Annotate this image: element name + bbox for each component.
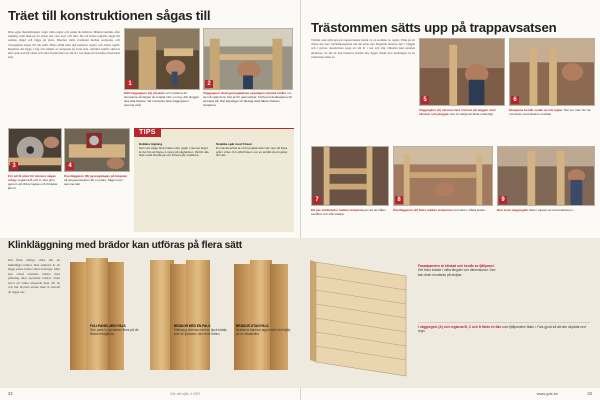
step-caption-2 [203,91,293,117]
page-number-right: 33 [587,391,592,396]
page-number-left: 32 [8,391,13,396]
step-number: 6 [511,96,519,104]
step-number: 5 [421,96,429,104]
callout-panel [418,264,498,320]
step-caption-text: Överläggaren (B) genregalagas på tärgelen så att gavelstolpen får en plats. Sågen kör i samma takt. [64,174,128,187]
step-caption-text: Överläggaren (C) fästs mellan stolparna med skruv i båda ändar. [393,208,486,212]
callout-fals [418,322,590,346]
board-label-title: BRÄDOR UTAN PALS [236,324,269,328]
step-caption-text: För att få plats för järnens sågas urtag i reglarna B och C. Det görs genom att ribbor kapas och fördelas jämnt. [8,174,58,191]
step-number: 7 [313,196,321,204]
board-label-title: BRÄDOR MED EN PALS [174,324,211,328]
step-photo-8 [393,146,493,206]
board-label-2 [174,324,228,374]
step-caption-text: Håll vägguppen (A) på plats och markera för skruvarna så läppet du önskar rätt i en fog, där plugget ska sitta fastare. Så monteras hela vägguppen i samma nivå. [124,91,199,108]
step-caption-text: Den sista väggregeln fästs i toppen av konstruktionen. [497,208,574,212]
step-number: 9 [499,196,507,204]
band-text: Det finns många olika sätt att klinklägga brädor. Den enklaste är att lägga plana brädor med överlapp. Man kan också använda brädor med pålsning eller spontade brädor. Valet beror på vilket utseende man vill ha och hur mycket arbete man är beredd att lägga ner. [8,258,60,294]
tips-text: En handöverfräs är ett bra hjälpmedel när man vill fräsa spår i virket. Kör alltid fräsen mot en anhåll så att spåret blir rakt. [216,145,288,158]
step-caption-text: Vägguppen skall genregalatsas uppvägen samma nivåer om de två sparrarna. Det är för garnstolpar. Förbered ändkaparna för att kapa på. När kapvägen är färdiga skall läkten fästas i stolparna. [203,91,293,108]
board-label-desc: Brädorna hamnar lagom tätt med hjälp av en distanslist. [236,328,291,337]
board-label-3 [236,324,294,374]
step-caption-8 [393,208,493,234]
step-photo-3 [8,128,62,172]
step-caption-7 [311,208,389,234]
website-url: www.gds.se [536,391,558,396]
tips-tag: TIPS [134,128,161,137]
band-title: Klinkläggning med brädor kan utföras på flera sätt [8,240,242,251]
step-caption-text: Ett par stödbrädor mellan stolparna gör att de håller avstånd och står stadigt. [311,208,386,217]
step-photo-4 [64,128,130,172]
left-headline: Träet till konstruktionen sågas till [8,8,211,23]
tips-column-2 [216,143,290,231]
tips-column-1 [139,143,211,231]
board-label-desc: Den panel vi använder finns på de flesta brädgårdar. [90,328,139,337]
step-number: 2 [205,80,213,88]
tips-heading: Snabba spår med friisen [216,143,252,146]
step-caption-3 [8,174,62,202]
tips-heading: Enklare tågning [139,143,163,146]
step-caption-4 [64,174,130,202]
right-headline: Trästommen sätts upp på trappavsatsen [311,20,557,35]
callout-text: Fasadpanelen är klinkad och består av fjällpanel. Det finns brädor i olika längder och dimensioner. Den kan även monteras på stolpar. [418,264,496,277]
step-photo-5 [419,38,505,106]
right-intro-text: Trätriet som sätts upp på trappavsatsen består av en stomme av reglar. Tänk på att virket ska vara tryckimpregnerat om det sitter ute. Reglarna skruvas fast i väggen och i golvet. Kontrollera noga att allt är i lod och våg. Därefter kan panelen monteras. Se till att den nedersta brädan inte ligger direkt mot underlaget så att vatten kan rinna av. [311,38,415,59]
step-number: 3 [10,162,18,170]
step-caption-text: Väggreglen (A) skruvas fast i hörnet på väggen med skruvar och pluggar. Det är viktigt att fästa ordentligt. [419,108,496,117]
step-photo-9 [497,146,595,206]
step-number: 1 [126,80,134,88]
step-caption-6 [509,108,595,138]
tips-text: När man sågar flera brädor eller reglar i samma längd är det bra att fästa en stopp på sågbänken. Då blir alla bitar exakt lika långa och arbetet går snabbare. [139,145,209,158]
callout-text: I väggregeln (A) och reglarna B, C och D fästs en fals som fjällpanelen fästs i. Fals gjord så att den skyddar mot regn. [418,325,587,334]
step-caption-1 [124,91,200,115]
board-label-1 [90,324,142,374]
left-intro-text: Dina egna förutsättningar avgör vilka reglar och plank du behöver. Måtten bestäms efter sågning, men tänk på att virket ska vara torrt och rakt. De två första reglarna sågas till samma längd och läggs på plats. Därefter mäts avståndet mellan stolparna, och tvärreglarna kapas till rätt mått. Börja alltid med den nedersta regeln och arbeta uppåt. Reglarna ska ligga i våg och stödjas av stolparna på varje sida. Använd rostfria skruvar eller spik som tål väder och vind. Kontrollera att allt är i lod innan du fortsätter med nästa steg. [8,30,120,60]
step-photo-2 [203,28,293,90]
step-photo-1 [124,28,200,90]
step-number: 8 [395,196,403,204]
step-number: 4 [66,162,74,170]
board-label-desc: Klinkning hemma med en tjock bräda som är tjockare i den övre delen. [174,328,227,337]
tips-box [134,128,294,232]
clinker-panel-illustration [306,256,416,382]
clinker-panel-drawing [306,256,416,382]
step-photo-6 [509,38,595,106]
step-caption-5 [419,108,505,138]
board-label-title: FULLPANEL MED PALS [90,324,126,328]
step-photo-7 [311,146,389,206]
step-caption-9 [497,208,595,234]
magazine-issue: Gör det själv 4 2007 [170,392,201,396]
step-caption-text: Stolparna består sedan av två reglar. Här ser man hur de monteras med distans emellan. [509,108,591,117]
